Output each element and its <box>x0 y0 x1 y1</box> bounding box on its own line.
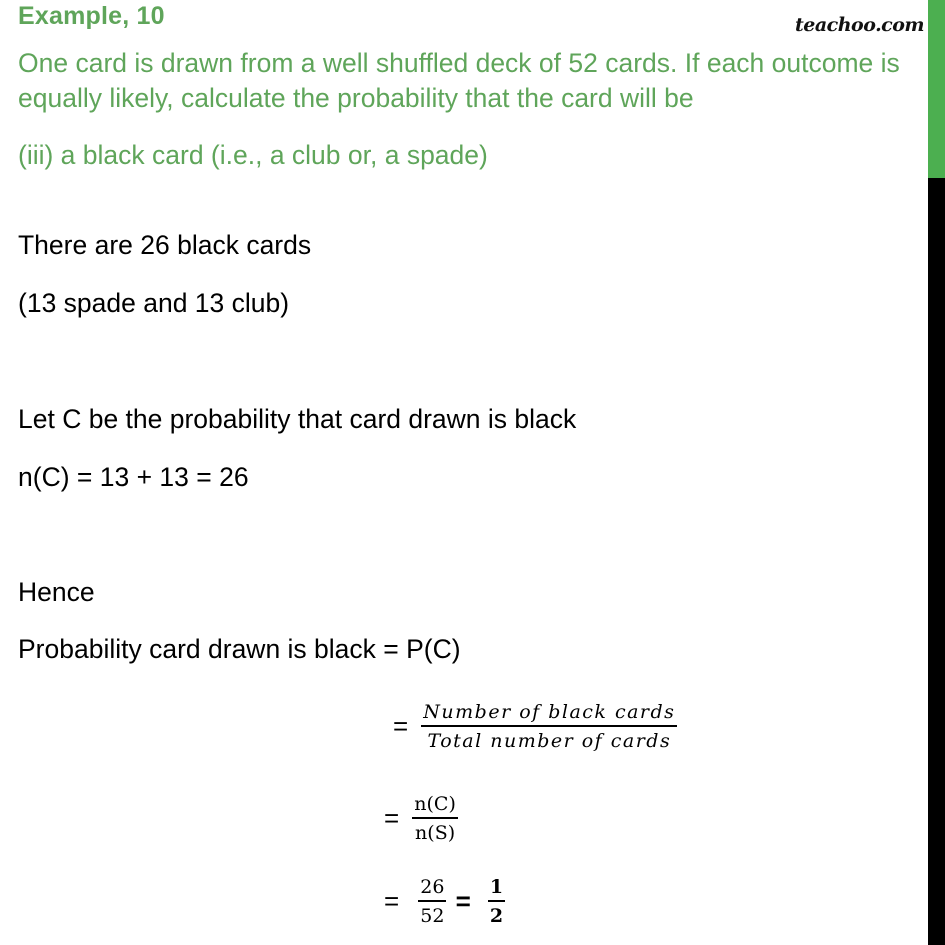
fraction <box>421 701 677 752</box>
denominator: 52 <box>420 905 445 927</box>
formula-step-1 <box>393 701 677 752</box>
question-part: (iii) a black card (i.e., a club or, a spade) <box>18 140 488 170</box>
solution-line-1: There are 26 black cards <box>18 230 312 260</box>
solution-line-6: Probability card drawn is black = P(C) <box>18 634 461 664</box>
solution-line-4: n(C) = 13 + 13 = 26 <box>18 462 249 492</box>
solution-line-3: Let C be the probability that card drawn is black <box>18 404 577 434</box>
example-title: Example, 10 <box>18 2 165 30</box>
equals-sign: = <box>393 711 409 741</box>
numerator: 26 <box>418 876 446 902</box>
equals-sign: = <box>455 886 471 916</box>
scrollbar-thumb[interactable] <box>928 0 945 178</box>
scrollbar[interactable] <box>928 0 945 945</box>
numerator: n(C) <box>412 793 458 819</box>
question-stem: One card is drawn from a well shuffled deck of 52 cards. If each outcome is equally likely, calculate the probability that the card will be <box>18 48 900 113</box>
question-text <box>18 46 928 173</box>
denominator: Total number of cards <box>427 730 672 752</box>
formula-step-2 <box>384 793 458 844</box>
solution-line-5: Hence <box>18 577 95 607</box>
denominator: n(S) <box>415 822 456 844</box>
equals-sign: = <box>384 886 400 916</box>
brand-logo: teachoo.com <box>795 14 925 36</box>
formula-step-3 <box>384 876 505 927</box>
result-fraction <box>488 876 505 927</box>
numerator: 1 <box>488 876 505 902</box>
fraction <box>418 876 446 927</box>
equals-sign: = <box>384 803 400 833</box>
denominator: 2 <box>489 905 504 927</box>
fraction <box>412 793 458 844</box>
numerator: Number of black cards <box>421 701 677 727</box>
solution-line-2: (13 spade and 13 club) <box>18 288 290 318</box>
